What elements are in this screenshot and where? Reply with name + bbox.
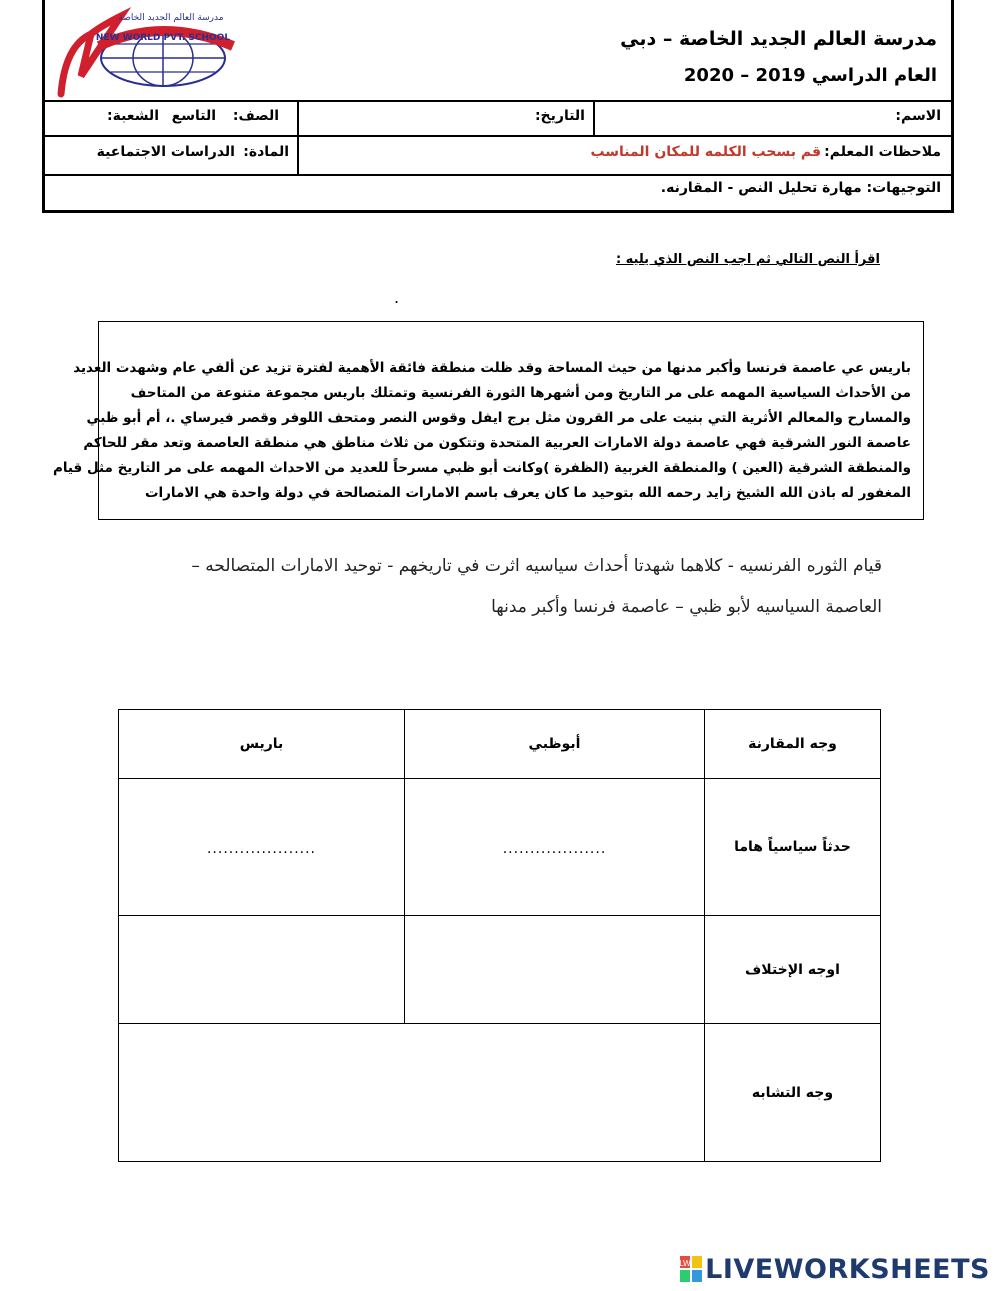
icon-letters: LW xyxy=(679,1259,691,1268)
liveworksheets-icon xyxy=(679,1255,703,1283)
header-col-divider-b xyxy=(297,100,299,174)
school-logo xyxy=(51,6,251,98)
passage-box xyxy=(52,321,924,520)
drop-zone-abudhabi-event[interactable] xyxy=(405,779,705,916)
word-bank-line-1[interactable]: قيام الثوره الفرنسيه - كلاهما شهدتا أحداث سياسيه اثرت في تاريخهم - توحيد الامارات المتصالحه – xyxy=(191,556,882,576)
teacher-notes-label: ملاحظات المعلم: xyxy=(824,144,941,160)
reading-instruction: اقرأ النص التالي ثم اجب النص الذي يليه : xyxy=(615,252,880,267)
header-paris: باريس xyxy=(119,710,405,779)
logo-arabic-text: مدرسة العالم الجديد الخاصة xyxy=(118,13,224,23)
subject-value: الدراسات الاجتماعية xyxy=(96,144,235,160)
brand-text: LIVEWORKSHEETS xyxy=(705,1253,990,1285)
class-value: التاسع xyxy=(171,108,216,124)
liveworksheets-brand xyxy=(679,1252,990,1286)
drop-zone-paris-event[interactable] xyxy=(119,779,405,916)
row-label-event: حدثاً سياسياً هاما xyxy=(705,779,881,916)
passage-line: والمنطقة الشرقية (العين ) والمنطقة الغربية (الظفرة )وكانت أبو ظبي مسرحاً للعديد من الاحداث المهمه على مر التاريخ مثل قيام xyxy=(52,460,911,476)
date-label: التاريخ: xyxy=(534,108,585,124)
subject-label: المادة: xyxy=(243,144,289,160)
blank-paris-event: .................... xyxy=(206,840,316,857)
header-divider-3 xyxy=(45,174,951,176)
name-label: الاسم: xyxy=(895,108,941,124)
directions-text: التوجيهات: مهارة تحليل النص - المقارنه. xyxy=(660,180,941,196)
header-abudhabi: أبوظبي xyxy=(405,710,705,779)
drop-zone-paris-difference[interactable] xyxy=(119,916,405,1024)
row-label-difference: اوجه الإختلاف xyxy=(705,916,881,1024)
school-name: مدرسة العالم الجديد الخاصة – دبي xyxy=(620,28,937,50)
teacher-notes-value: قم بسحب الكلمه للمكان المناسب xyxy=(590,144,821,160)
section-label: الشعبة: xyxy=(106,108,159,124)
blank-abudhabi-event: ................... xyxy=(502,840,607,857)
word-bank-line-2[interactable]: العاصمة السياسيه لأبو ظبي – عاصمة فرنسا وأكبر مدنها xyxy=(491,597,882,617)
header-col-divider-a xyxy=(593,100,595,135)
class-label: الصف: xyxy=(232,108,279,124)
header-aspect: وجه المقارنة xyxy=(705,710,881,779)
drop-zone-abudhabi-difference[interactable] xyxy=(405,916,705,1024)
header-divider-2 xyxy=(45,135,951,137)
date-field[interactable] xyxy=(301,104,591,133)
passage-line: والمسارح والمعالم الأثرية التي بنيت على مر القرون مثل برج ايفل وقوس النصر ومتحف اللوفر وقصر فيرساي .، أم أبو ظبي xyxy=(86,410,911,426)
header-divider-1 xyxy=(45,100,951,102)
comparison-table xyxy=(118,709,881,1162)
drop-zone-similarity[interactable] xyxy=(119,1024,705,1162)
passage-line: عاصمة النور الشرقية فهي عاصمة دولة الامارات العربية المتحدة وتتكون من ثلاث مناطق هي منطقة العاصمة وتعد مقر للحاكم xyxy=(83,435,911,451)
row-label-similarity: وجه التشابه xyxy=(705,1024,881,1162)
passage-line: المغفور له باذن الله الشيخ زايد رحمه الله بتوحيد ما كان يعرف باسم الامارات المتصالحة في دولة واحدة هي الامارات xyxy=(144,485,911,501)
school-year: العام الدراسي 2019 – 2020 xyxy=(683,65,937,86)
passage-line: من الأحداث السياسية المهمه على مر التاريخ ومن أشهرها الثورة الفرنسية وتمتلك باريس مجموعة متنوعة من المتاحف xyxy=(130,385,911,401)
passage-line: باريس عي عاصمة فرنسا وأكبر مدنها من حيث المساحة وقد ظلت منطقة فائقة الأهمية لفترة تزيد عن ألفي عام وشهدت العديد xyxy=(73,360,911,376)
header-box xyxy=(42,0,954,213)
logo-english-text: NEW WORLD PVT. SCHOOL xyxy=(95,33,231,43)
stray-mark: . xyxy=(394,288,400,307)
